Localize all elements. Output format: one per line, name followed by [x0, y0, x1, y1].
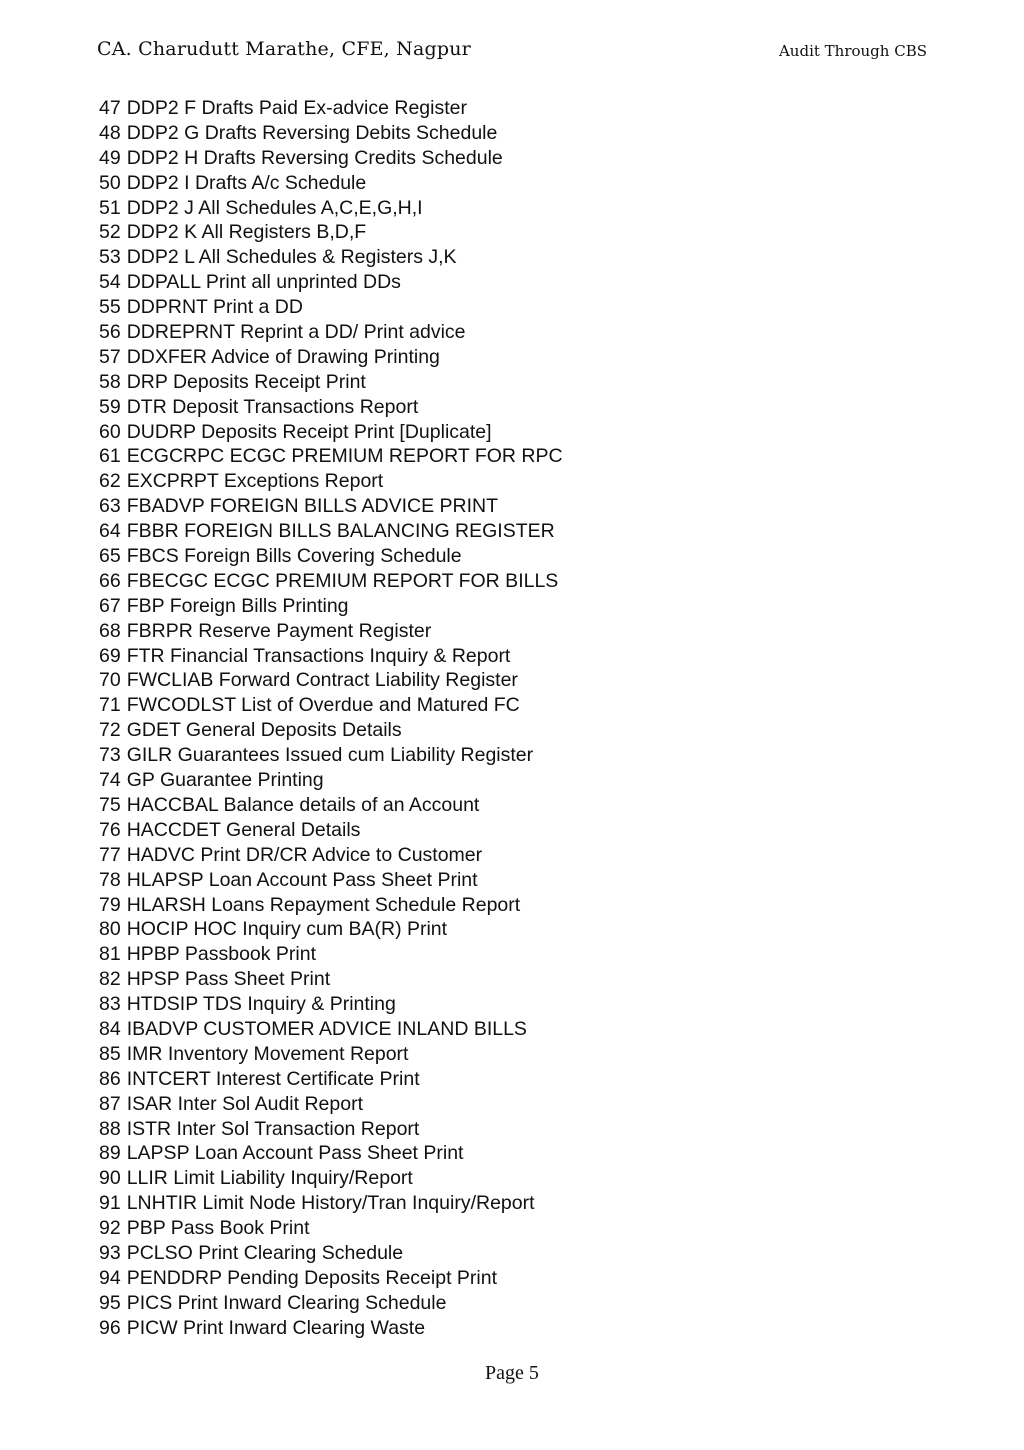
item-number: 50	[99, 171, 121, 194]
item-text: DDP2 H Drafts Reversing Credits Schedule	[126, 146, 503, 169]
page-number: Page 5	[485, 1362, 539, 1384]
list-item	[99, 668, 563, 693]
item-number: 61	[99, 445, 121, 468]
item-number: 69	[99, 644, 121, 667]
item-text: LNHTIR Limit Node History/Tran Inquiry/Report	[126, 1192, 535, 1215]
list-item	[99, 220, 563, 245]
item-text: HTDSIP TDS Inquiry & Printing	[126, 993, 396, 1016]
item-number: 75	[99, 793, 121, 816]
item-number: 90	[99, 1167, 121, 1190]
list-item	[99, 146, 563, 171]
list-item	[99, 196, 563, 221]
item-text: HLAPSP Loan Account Pass Sheet Print	[126, 868, 478, 891]
item-number: 96	[99, 1316, 121, 1339]
list-item	[99, 320, 563, 345]
item-number: 59	[99, 395, 121, 418]
item-text: PENDDRP Pending Deposits Receipt Print	[126, 1266, 498, 1289]
item-number: 88	[99, 1117, 121, 1140]
item-number: 47	[99, 97, 121, 119]
item-text: HACCDET General Details	[126, 818, 361, 841]
list-item	[99, 1117, 563, 1142]
list-item	[99, 420, 563, 445]
item-text: ISTR Inter Sol Transaction Report	[126, 1117, 420, 1140]
list-item	[99, 1141, 563, 1166]
list-item	[99, 295, 563, 320]
list-item	[99, 768, 563, 793]
item-text: GP Guarantee Printing	[126, 769, 324, 792]
item-text: FBP Foreign Bills Printing	[126, 594, 349, 617]
item-text: IBADVP CUSTOMER ADVICE INLAND BILLS	[126, 1017, 527, 1040]
item-text: HADVC Print DR/CR Advice to Customer	[126, 843, 483, 866]
item-text: FBCS Foreign Bills Covering Schedule	[126, 545, 462, 568]
item-number: 94	[99, 1266, 121, 1289]
list-item	[99, 270, 563, 295]
list-item	[99, 395, 563, 420]
item-number: 92	[99, 1217, 121, 1240]
item-number: 64	[99, 520, 121, 543]
list-item	[99, 494, 563, 519]
list-item	[99, 1266, 563, 1291]
item-text: HPBP Passbook Print	[126, 943, 317, 966]
list-item	[99, 793, 563, 818]
item-number: 93	[99, 1241, 121, 1264]
list-item	[99, 469, 563, 494]
list-item	[99, 1067, 563, 1092]
item-text: FBBR FOREIGN BILLS BALANCING REGISTER	[126, 520, 555, 543]
list-item	[99, 619, 563, 644]
item-number: 80	[99, 918, 121, 941]
item-number: 77	[99, 843, 121, 866]
item-number: 82	[99, 968, 121, 991]
item-text: FBRPR Reserve Payment Register	[126, 619, 432, 642]
list-item	[99, 1191, 563, 1216]
list-item	[99, 1092, 563, 1117]
item-number: 53	[99, 246, 121, 269]
report-code-list	[99, 96, 563, 1341]
item-number: 48	[99, 121, 121, 144]
item-text: ISAR Inter Sol Audit Report	[126, 1092, 363, 1115]
item-number: 60	[99, 420, 121, 443]
item-number: 95	[99, 1291, 121, 1314]
item-number: 76	[99, 818, 121, 841]
item-number: 55	[99, 296, 121, 319]
item-number: 54	[99, 271, 121, 294]
list-item	[99, 693, 563, 718]
list-item	[99, 1316, 563, 1341]
header-title: Audit Through CBS	[778, 42, 927, 60]
item-text: DDXFER Advice of Drawing Printing	[126, 345, 440, 368]
item-text: DDP2 L All Schedules & Registers J,K	[126, 246, 457, 269]
list-item	[99, 1241, 563, 1266]
item-number: 78	[99, 868, 121, 891]
list-item	[99, 245, 563, 270]
list-item	[99, 171, 563, 196]
item-number: 68	[99, 619, 121, 642]
list-item	[99, 96, 563, 121]
list-item	[99, 370, 563, 395]
list-item	[99, 1291, 563, 1316]
item-text: DDP2 J All Schedules A,C,E,G,H,I	[126, 196, 423, 219]
item-number: 89	[99, 1142, 121, 1165]
item-text: GDET General Deposits Details	[126, 719, 402, 742]
item-text: DDP2 G Drafts Reversing Debits Schedule	[126, 121, 498, 144]
item-number: 49	[99, 146, 121, 169]
item-text: PCLSO Print Clearing Schedule	[126, 1241, 404, 1264]
item-number: 73	[99, 744, 121, 767]
item-text: FTR Financial Transactions Inquiry & Report	[126, 644, 511, 667]
list-item	[99, 818, 563, 843]
item-text: PICS Print Inward Clearing Schedule	[126, 1291, 447, 1314]
list-item	[99, 644, 563, 669]
item-text: LLIR Limit Liability Inquiry/Report	[126, 1167, 413, 1190]
list-item	[99, 444, 563, 469]
item-text: HPSP Pass Sheet Print	[126, 968, 331, 991]
item-text: HOCIP HOC Inquiry cum BA(R) Print	[126, 918, 448, 941]
item-number: 86	[99, 1067, 121, 1090]
list-item	[99, 1017, 563, 1042]
item-number: 72	[99, 719, 121, 742]
list-item	[99, 519, 563, 544]
item-number: 70	[99, 669, 121, 692]
list-item	[99, 569, 563, 594]
item-text: FBADVP FOREIGN BILLS ADVICE PRINT	[126, 495, 499, 518]
item-text: DRP Deposits Receipt Print	[126, 370, 366, 393]
list-item	[99, 843, 563, 868]
item-number: 57	[99, 345, 121, 368]
item-number: 62	[99, 470, 121, 493]
item-text: HACCBAL Balance details of an Account	[126, 793, 480, 816]
item-number: 63	[99, 495, 121, 518]
item-text: ECGCRPC ECGC PREMIUM REPORT FOR RPC	[126, 445, 563, 468]
item-number: 65	[99, 545, 121, 568]
item-text: FWCODLST List of Overdue and Matured FC	[126, 694, 520, 717]
item-number: 87	[99, 1092, 121, 1115]
item-text: IMR Inventory Movement Report	[126, 1042, 409, 1065]
item-text: EXCPRPT Exceptions Report	[126, 470, 384, 493]
item-number: 74	[99, 769, 121, 792]
item-text: GILR Guarantees Issued cum Liability Register	[126, 744, 534, 767]
item-number: 85	[99, 1042, 121, 1065]
item-number: 66	[99, 569, 121, 592]
item-text: PBP Pass Book Print	[126, 1217, 310, 1240]
item-text: DTR Deposit Transactions Report	[126, 395, 419, 418]
item-number: 52	[99, 221, 121, 244]
item-text: DUDRP Deposits Receipt Print [Duplicate]	[126, 420, 492, 443]
item-text: PICW Print Inward Clearing Waste	[126, 1316, 426, 1339]
list-item	[99, 917, 563, 942]
item-text: FBECGC ECGC PREMIUM REPORT FOR BILLS	[126, 569, 559, 592]
list-item	[99, 1042, 563, 1067]
item-text: HLARSH Loans Repayment Schedule Report	[126, 893, 521, 916]
list-item	[99, 718, 563, 743]
item-number: 56	[99, 321, 121, 344]
item-text: DDPALL Print all unprinted DDs	[126, 271, 401, 294]
item-text: DDP2 K All Registers B,D,F	[126, 221, 367, 244]
header-author: CA. Charudutt Marathe, CFE, Nagpur	[97, 38, 471, 60]
item-text: DDPRNT Print a DD	[126, 296, 303, 319]
list-item	[99, 594, 563, 619]
item-text: INTCERT Interest Certificate Print	[126, 1067, 420, 1090]
list-item	[99, 1166, 563, 1191]
list-item	[99, 345, 563, 370]
list-item	[99, 544, 563, 569]
item-text: DDP2 F Drafts Paid Ex-advice Register	[126, 97, 467, 119]
item-number: 79	[99, 893, 121, 916]
list-item	[99, 893, 563, 918]
item-number: 83	[99, 993, 121, 1016]
item-number: 84	[99, 1017, 121, 1040]
item-number: 58	[99, 370, 121, 393]
item-text: DDREPRNT Reprint a DD/ Print advice	[126, 321, 466, 344]
list-item	[99, 743, 563, 768]
item-number: 71	[99, 694, 121, 717]
list-item	[99, 868, 563, 893]
list-item	[99, 942, 563, 967]
list-item	[99, 121, 563, 146]
list-item	[99, 992, 563, 1017]
item-number: 81	[99, 943, 121, 966]
item-number: 91	[99, 1192, 121, 1215]
item-text: LAPSP Loan Account Pass Sheet Print	[126, 1142, 464, 1165]
item-text: FWCLIAB Forward Contract Liability Register	[126, 669, 518, 692]
list-item	[99, 1216, 563, 1241]
item-text: DDP2 I Drafts A/c Schedule	[126, 171, 367, 194]
item-number: 51	[99, 196, 121, 219]
list-item	[99, 967, 563, 992]
item-number: 67	[99, 594, 121, 617]
